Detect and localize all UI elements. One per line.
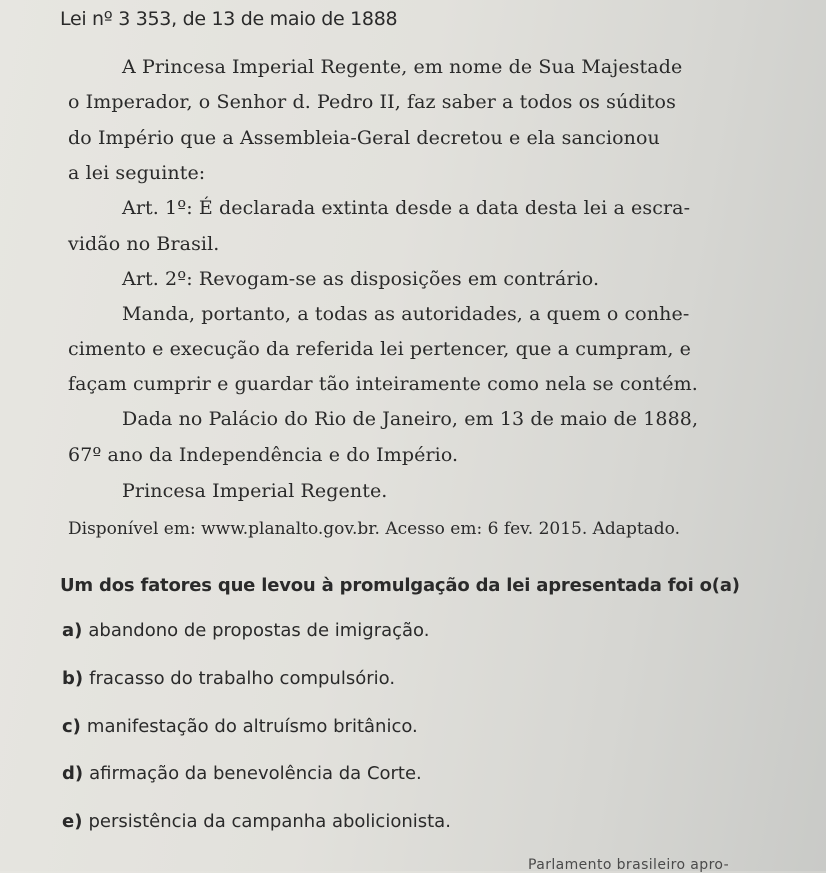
option-c[interactable] — [62, 716, 418, 737]
law-line: façam cumprir e guardar tão inteiramente como nela se contém. — [68, 373, 698, 395]
option-text: persistência da campanha abolicionista. — [88, 811, 451, 832]
law-line: a lei seguinte: — [68, 162, 206, 184]
law-title: Lei nº 3 353, de 13 de maio de 1888 — [60, 8, 398, 30]
option-letter: e) — [62, 811, 83, 832]
signature-line: Princesa Imperial Regente. — [122, 480, 388, 502]
option-letter: a) — [62, 620, 83, 641]
law-line: 67º ano da Independência e do Império. — [68, 444, 459, 466]
law-line: Manda, portanto, a todas as autoridades, a quem o conhe- — [122, 303, 690, 325]
law-line: o Imperador, o Senhor d. Pedro II, faz saber a todos os súditos — [68, 91, 676, 113]
option-letter: c) — [62, 716, 81, 737]
option-text: abandono de propostas de imigração. — [88, 620, 430, 641]
law-line: A Princesa Imperial Regente, em nome de Sua Majestade — [122, 56, 683, 78]
option-a[interactable] — [62, 620, 429, 641]
option-e[interactable] — [62, 811, 451, 832]
law-line: do Império que a Assembleia-Geral decretou e ela sancionou — [68, 127, 660, 149]
law-line: cimento e execução da referida lei pertencer, que a cumpram, e — [68, 338, 692, 360]
source-citation: Disponível em: www.planalto.gov.br. Acesso em: 6 fev. 2015. Adaptado. — [68, 519, 681, 539]
law-line: Dada no Palácio do Rio de Janeiro, em 13 de maio de 1888, — [122, 408, 699, 430]
article-1: Art. 1º: É declarada extinta desde a data desta lei a escra- — [122, 197, 691, 219]
option-b[interactable] — [62, 668, 395, 689]
option-letter: b) — [62, 668, 84, 689]
option-text: afirmação da benevolência da Corte. — [89, 763, 422, 784]
law-line: vidão no Brasil. — [68, 233, 220, 255]
article-2: Art. 2º: Revogam-se as disposições em contrário. — [122, 268, 600, 290]
option-letter: d) — [62, 763, 84, 784]
option-text: fracasso do trabalho compulsório. — [89, 668, 396, 689]
option-text: manifestação do altruísmo britânico. — [86, 716, 418, 737]
cut-off-text: Parlamento brasileiro apro- — [528, 857, 730, 873]
option-d[interactable] — [62, 763, 422, 784]
question-prompt: Um dos fatores que levou à promulgação da lei apresentada foi o(a) — [60, 575, 740, 596]
